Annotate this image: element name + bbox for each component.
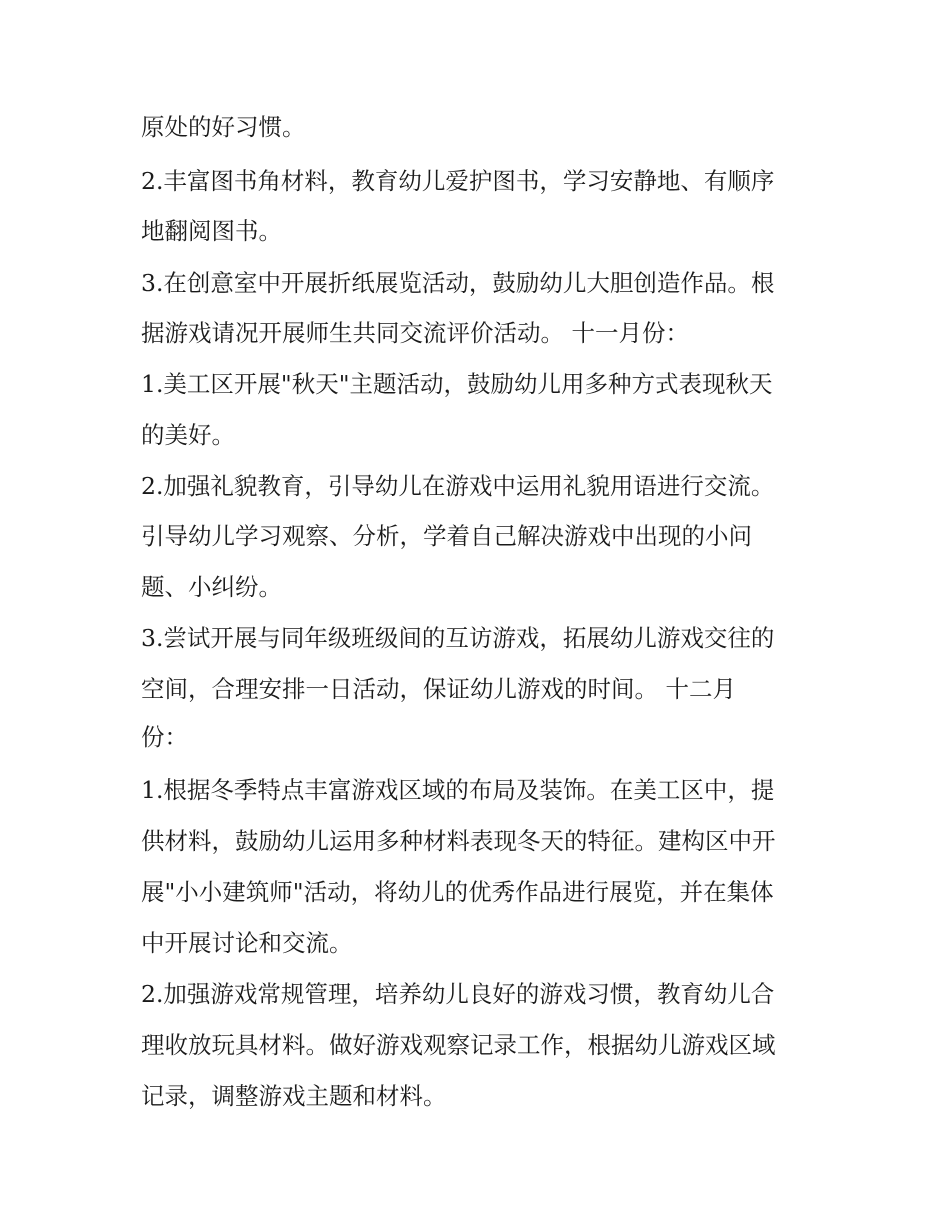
- text-line: 引导幼儿学习观察、分析，学着自己解决游戏中出现的小问: [141, 522, 752, 550]
- text-line: 原处的好习惯。: [141, 113, 306, 141]
- text-line: 份：: [141, 723, 188, 751]
- text-line: 地翻阅图书。: [141, 217, 282, 245]
- text-line: 题、小纠纷。: [141, 573, 282, 601]
- text-line: 2.加强游戏常规管理，培养幼儿良好的游戏习惯，教育幼儿合: [141, 980, 775, 1008]
- text-line: 理收放玩具材料。做好游戏观察记录工作，根据幼儿游戏区域: [141, 1031, 776, 1059]
- text-line: 中开展讨论和交流。: [141, 929, 353, 957]
- text-line: 供材料，鼓励幼儿运用多种材料表现冬天的特征。建构区中开: [141, 827, 776, 855]
- text-line: 的美好。: [141, 421, 235, 449]
- text-line: 1.根据冬季特点丰富游戏区域的布局及装饰。在美工区中，提: [141, 776, 775, 804]
- text-line: 2.加强礼貌教育，引导幼儿在游戏中运用礼貌用语进行交流。: [141, 472, 775, 500]
- text-line: 空间，合理安排一日活动，保证幼儿游戏的时间。 十二月: [141, 675, 736, 703]
- text-line: 记录，调整游戏主题和材料。: [141, 1082, 447, 1110]
- text-line: 据游戏请况开展师生共同交流评价活动。 十一月份：: [141, 319, 689, 347]
- text-line: 展"小小建筑师"活动，将幼儿的优秀作品进行展览，并在集体: [141, 878, 774, 906]
- text-line: 3.尝试开展与同年级班级间的互访游戏，拓展幼儿游戏交往的: [141, 624, 775, 652]
- text-line: 2.丰富图书角材料，教育幼儿爱护图书，学习安静地、有顺序: [141, 167, 775, 195]
- text-line: 1.美工区开展"秋天"主题活动，鼓励幼儿用多种方式表现秋天: [141, 370, 773, 398]
- text-line: 3.在创意室中开展折纸展览活动，鼓励幼儿大胆创造作品。根: [141, 269, 775, 297]
